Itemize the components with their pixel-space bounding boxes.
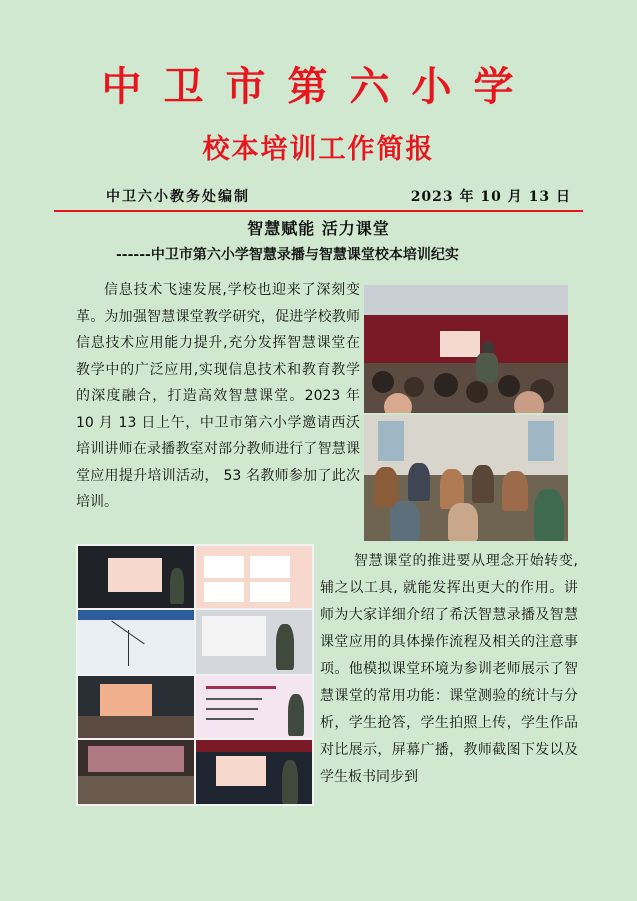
photo-teacher [374, 467, 398, 507]
issue-date: 2023 年 10 月 13 日 [410, 189, 571, 205]
collage-card [204, 582, 244, 602]
collage-audience [78, 716, 194, 738]
training-photo-2 [364, 415, 568, 541]
photo-face [514, 391, 544, 413]
collage-card [204, 556, 244, 578]
photo-face [384, 393, 412, 413]
school-title: 中卫市第六小学 [101, 63, 536, 110]
collage-photo-3 [78, 610, 194, 674]
collage-text-line [206, 698, 262, 700]
collage-slide [108, 558, 162, 592]
collage-slide [216, 756, 266, 786]
photo-head [466, 381, 488, 403]
collage-text-line [206, 718, 254, 720]
collage-screen [202, 616, 266, 656]
collage-slide [100, 684, 152, 716]
collage-photo-5 [78, 676, 194, 738]
collage-video-wall [88, 746, 184, 772]
article-subheadline: ------中卫市第六小学智慧录播与智慧课堂校本培训纪实 [116, 247, 459, 263]
photo-teacher [502, 471, 528, 511]
photo-teacher [448, 503, 478, 541]
collage-board [196, 740, 312, 752]
photo-teacher [408, 463, 430, 501]
collage-audience [78, 776, 194, 804]
collage-photo-7 [78, 740, 194, 804]
collage-text-line [206, 708, 258, 710]
article-paragraph-2: 智慧课堂的推进要从理念开始转变, 辅之以工具, 就能发挥出更大的作用。讲师为大家详细介绍了希沃智慧录播及智慧课堂应用的具体操作流程及相关的注意事项。他模拟课堂环境为参训老师展示了智慧课堂的常用功能：课堂测验的统计与分析，学生抢答，学生拍照上传，学生作品对比展示，屏幕广播，教师截图下发以及学生板书同步到 [320, 553, 578, 785]
photo-window [378, 421, 404, 461]
photo-teacher [472, 465, 494, 503]
collage-card [250, 582, 290, 602]
collage-card [250, 556, 290, 578]
photo-slide [440, 331, 480, 357]
photo-teacher [534, 489, 564, 541]
collage-toolbar [78, 610, 194, 620]
collage-photo-1 [78, 546, 194, 608]
photo-teacher [390, 501, 420, 541]
collage-presenter [288, 694, 304, 736]
collage-presenter [282, 760, 298, 804]
collage-photo-4 [196, 610, 312, 674]
training-photo-collage [76, 544, 314, 806]
photo-ceiling [364, 285, 568, 315]
collage-text-line [206, 686, 276, 689]
header-divider [54, 210, 583, 212]
editor-credit: 中卫六小教务处编制 [106, 189, 250, 205]
photo-window [528, 421, 554, 461]
collage-photo-8 [196, 740, 312, 804]
training-photo-1 [364, 285, 568, 413]
photo-head [404, 377, 424, 397]
photo-presenter-body [476, 353, 498, 383]
collage-photo-6 [196, 676, 312, 738]
article-paragraph-1: 信息技术飞速发展,学校也迎来了深刻变革。为加强智慧课堂教学研究，促进学校教师信息技术应用能力提升,充分发挥智慧课堂在教学中的广泛应用,实现信息技术和教育教学的深度融合，打造高效智慧课堂。2023 年 10 月 13 日上午，中卫市第六小学邀请西沃培训讲师在录播教室对部分教师进行了智慧课堂应用提升培训活动， 53 名教师参加了此次培训。 [76, 282, 360, 510]
collage-presenter [276, 624, 294, 670]
collage-diagram-line [128, 630, 129, 666]
photo-head [434, 373, 458, 397]
newsletter-subtitle: 校本培训工作简报 [202, 134, 435, 165]
article-headline: 智慧赋能 活力课堂 [247, 219, 390, 238]
photo-head [372, 371, 394, 393]
collage-presenter [170, 568, 184, 604]
collage-photo-2 [196, 546, 312, 608]
photo-head [498, 375, 520, 397]
